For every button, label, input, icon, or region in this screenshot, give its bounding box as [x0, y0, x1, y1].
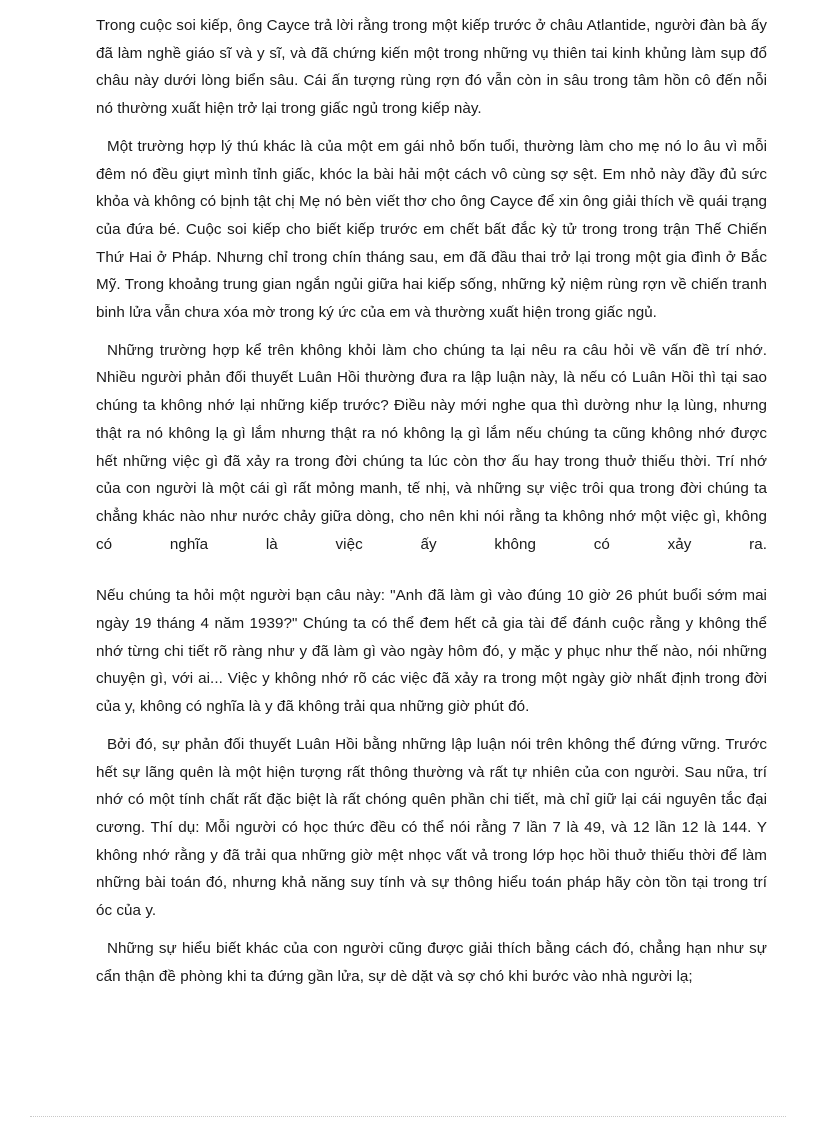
page-bottom-divider: [30, 1116, 786, 1117]
document-page: [96, 12, 767, 1000]
paragraph-5: Bởi đó, sự phản đối thuyết Luân Hồi bằng những lập luận nói trên không thể đứng vững. Trước hết sự lãng quên là một hiện tượng rất thông thường và rất tự nhiên của con người. Sau nữa, trí nhớ có một tính chất rất đặc biệt là rất chóng quên phần chi tiết, mà chỉ giữ lại cái nguyên tắc đại cương. Thí dụ: Mỗi người có học thức đều có thể nói rằng 7 lần 7 là 49, và 12 lần 12 là 144. Y không nhớ rằng y đã trải qua những giờ mệt nhọc vất vả trong lớp học hồi thuở thiếu thời để làm những bài toán đó, nhưng khả năng suy tính và sự thông hiểu toán pháp hãy còn tồn tại trong trí óc của y.: [96, 735, 767, 920]
paragraph-3: Những trường hợp kể trên không khỏi làm cho chúng ta lại nêu ra câu hỏi về vấn đề trí nhớ. Nhiều người phản đối thuyết Luân Hồi thường đưa ra lập luận này, là nếu có Luân Hồi thì tại sao chúng ta không nhớ lại những kiếp trước? Điều này mới nghe qua thì dường như lạ lùng, nhưng thật ra nó không lạ gì lắm nhưng thật ra nó không lạ gì lắm nếu chúng ta cũng không nhớ được hết những việc gì đã xảy ra trong đời chúng ta lúc còn thơ ấu hay trong thuở thiếu thời. Trí nhớ của con người là một cái gì rất mỏng manh, tế nhị, và những sự việc trôi qua trong đời chúng ta chẳng khác nào như nước chảy giữa dòng, cho nên khi nói rằng ta không nhớ một việc gì, không có nghĩa là việc ấy không có xảy ra.: [96, 341, 767, 553]
paragraph-6: Những sự hiểu biết khác của con người cũng được giải thích bằng cách đó, chẳng hạn như sự cẩn thận đề phòng khi ta đứng gần lửa, sự dè dặt và sợ chó khi bước vào nhà người lạ;: [96, 939, 767, 985]
paragraph-4: Nếu chúng ta hỏi một người bạn câu này: "Anh đã làm gì vào đúng 10 giờ 26 phút buổi sớm mai ngày 19 tháng 4 năm 1939?" Chúng ta có thể đem hết cả gia tài để đánh cuộc rằng y không thể nhớ từng chi tiết rõ ràng như y đã làm gì vào ngày hôm đó, y mặc y phục như thế nào, nói những chuyện gì, với ai... Việc y không nhớ rõ các việc đã xảy ra trong một ngày giờ nhất định trong đời của y, không có nghĩa là y đã không trải qua những giờ phút đó.: [96, 587, 767, 716]
paragraph-2: Một trường hợp lý thú khác là của một em gái nhỏ bốn tuổi, thường làm cho mẹ nó lo âu vì mỗi đêm nó đều giựt mình tỉnh giấc, khóc la bài hải một cách vô cùng sợ sệt. Em nhỏ này đầy đủ sức khỏa và không có bịnh tật chị Mẹ nó bèn viết thơ cho ông Cayce để xin ông giải thích về quái trạng của đứa bé. Cuộc soi kiếp cho biết kiếp trước em chết bất đắc kỳ tử trong trong trận Thế Chiến Thứ Hai ở Pháp. Nhưng chỉ trong chín tháng sau, em đã đầu thai trở lại trong một gia đình ở Bắc Mỹ. Trong khoảng trung gian ngắn ngủi giữa hai kiếp sống, những kỷ niệm rùng rợn về chiến tranh binh lửa vẫn chưa xóa mờ trong ký ức của em và thường xuất hiện trong giấc ngủ.: [96, 137, 767, 322]
paragraph-1: Trong cuộc soi kiếp, ông Cayce trả lời rằng trong một kiếp trước ở châu Atlantide, người đàn bà ấy đã làm nghề giáo sĩ và y sĩ, và đã chứng kiến một trong những vụ thiên tai kinh khủng làm sụp đổ châu này dưới lòng biển sâu. Cái ấn tượng rùng rợn đó vẫn còn in sâu trong tâm hồn cô đến nỗi nó thường xuất hiện trở lại trong giấc ngủ trong kiếp này.: [96, 17, 767, 118]
